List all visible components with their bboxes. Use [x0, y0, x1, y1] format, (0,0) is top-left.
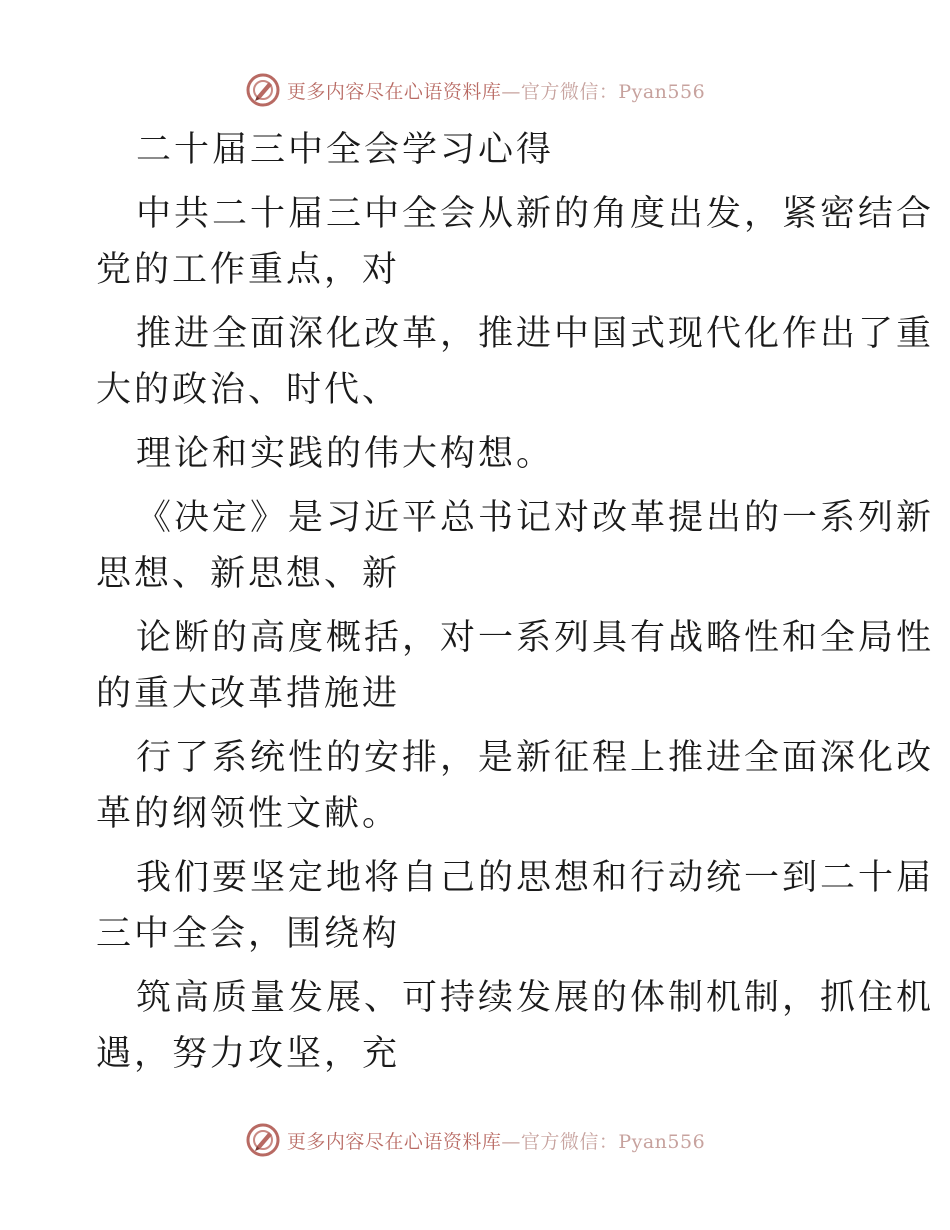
paragraph-line: 理论和实践的伟大构想。	[136, 434, 555, 474]
paragraph-line: 中共二十届三中全会从新的角度出发，紧密结合	[136, 194, 935, 234]
document-title: 二十届三中全会学习心得	[136, 130, 555, 170]
paragraph-line: 我们要坚定地将自己的思想和行动统一到二十届	[136, 858, 935, 898]
brand-logo-icon	[245, 1122, 281, 1158]
brand-logo-icon	[245, 72, 281, 108]
header-banner-gray-text: —官方微信：Pyan556	[501, 80, 706, 103]
paragraph-line: 三中全会，围绕构	[96, 914, 401, 954]
paragraph-line: 推进全面深化改革，推进中国式现代化作出了重	[136, 314, 935, 354]
paragraph-line: 筑高质量发展、可持续发展的体制机制，抓住机	[136, 978, 935, 1018]
paragraph-line: 大的政治、时代、	[96, 370, 401, 410]
paragraph-line: 党的工作重点，对	[96, 250, 401, 290]
header-banner-text	[287, 77, 705, 104]
paragraph-line: 行了系统性的安排，是新征程上推进全面深化改	[136, 738, 935, 778]
footer-banner-text	[287, 1127, 705, 1154]
footer-banner-inner	[245, 1122, 705, 1158]
paragraph-line: 《决定》是习近平总书记对改革提出的一系列新	[136, 498, 935, 538]
document-body	[96, 122, 935, 1082]
footer-watermark-banner	[0, 1122, 950, 1158]
footer-banner-gray-text: —官方微信：Pyan556	[501, 1130, 706, 1153]
header-watermark-banner	[0, 72, 950, 108]
paragraph-line: 革的纲领性文献。	[96, 794, 401, 834]
paragraph-line: 论断的高度概括，对一系列具有战略性和全局性	[136, 618, 935, 658]
header-banner-red-text: 更多内容尽在心语资料库	[286, 80, 502, 103]
paragraph-line: 遇，努力攻坚，充	[96, 1034, 401, 1074]
header-banner-inner	[245, 72, 705, 108]
footer-banner-red-text: 更多内容尽在心语资料库	[286, 1130, 502, 1153]
paragraph-line: 的重大改革措施进	[96, 674, 401, 714]
paragraph-line: 思想、新思想、新	[96, 554, 401, 594]
